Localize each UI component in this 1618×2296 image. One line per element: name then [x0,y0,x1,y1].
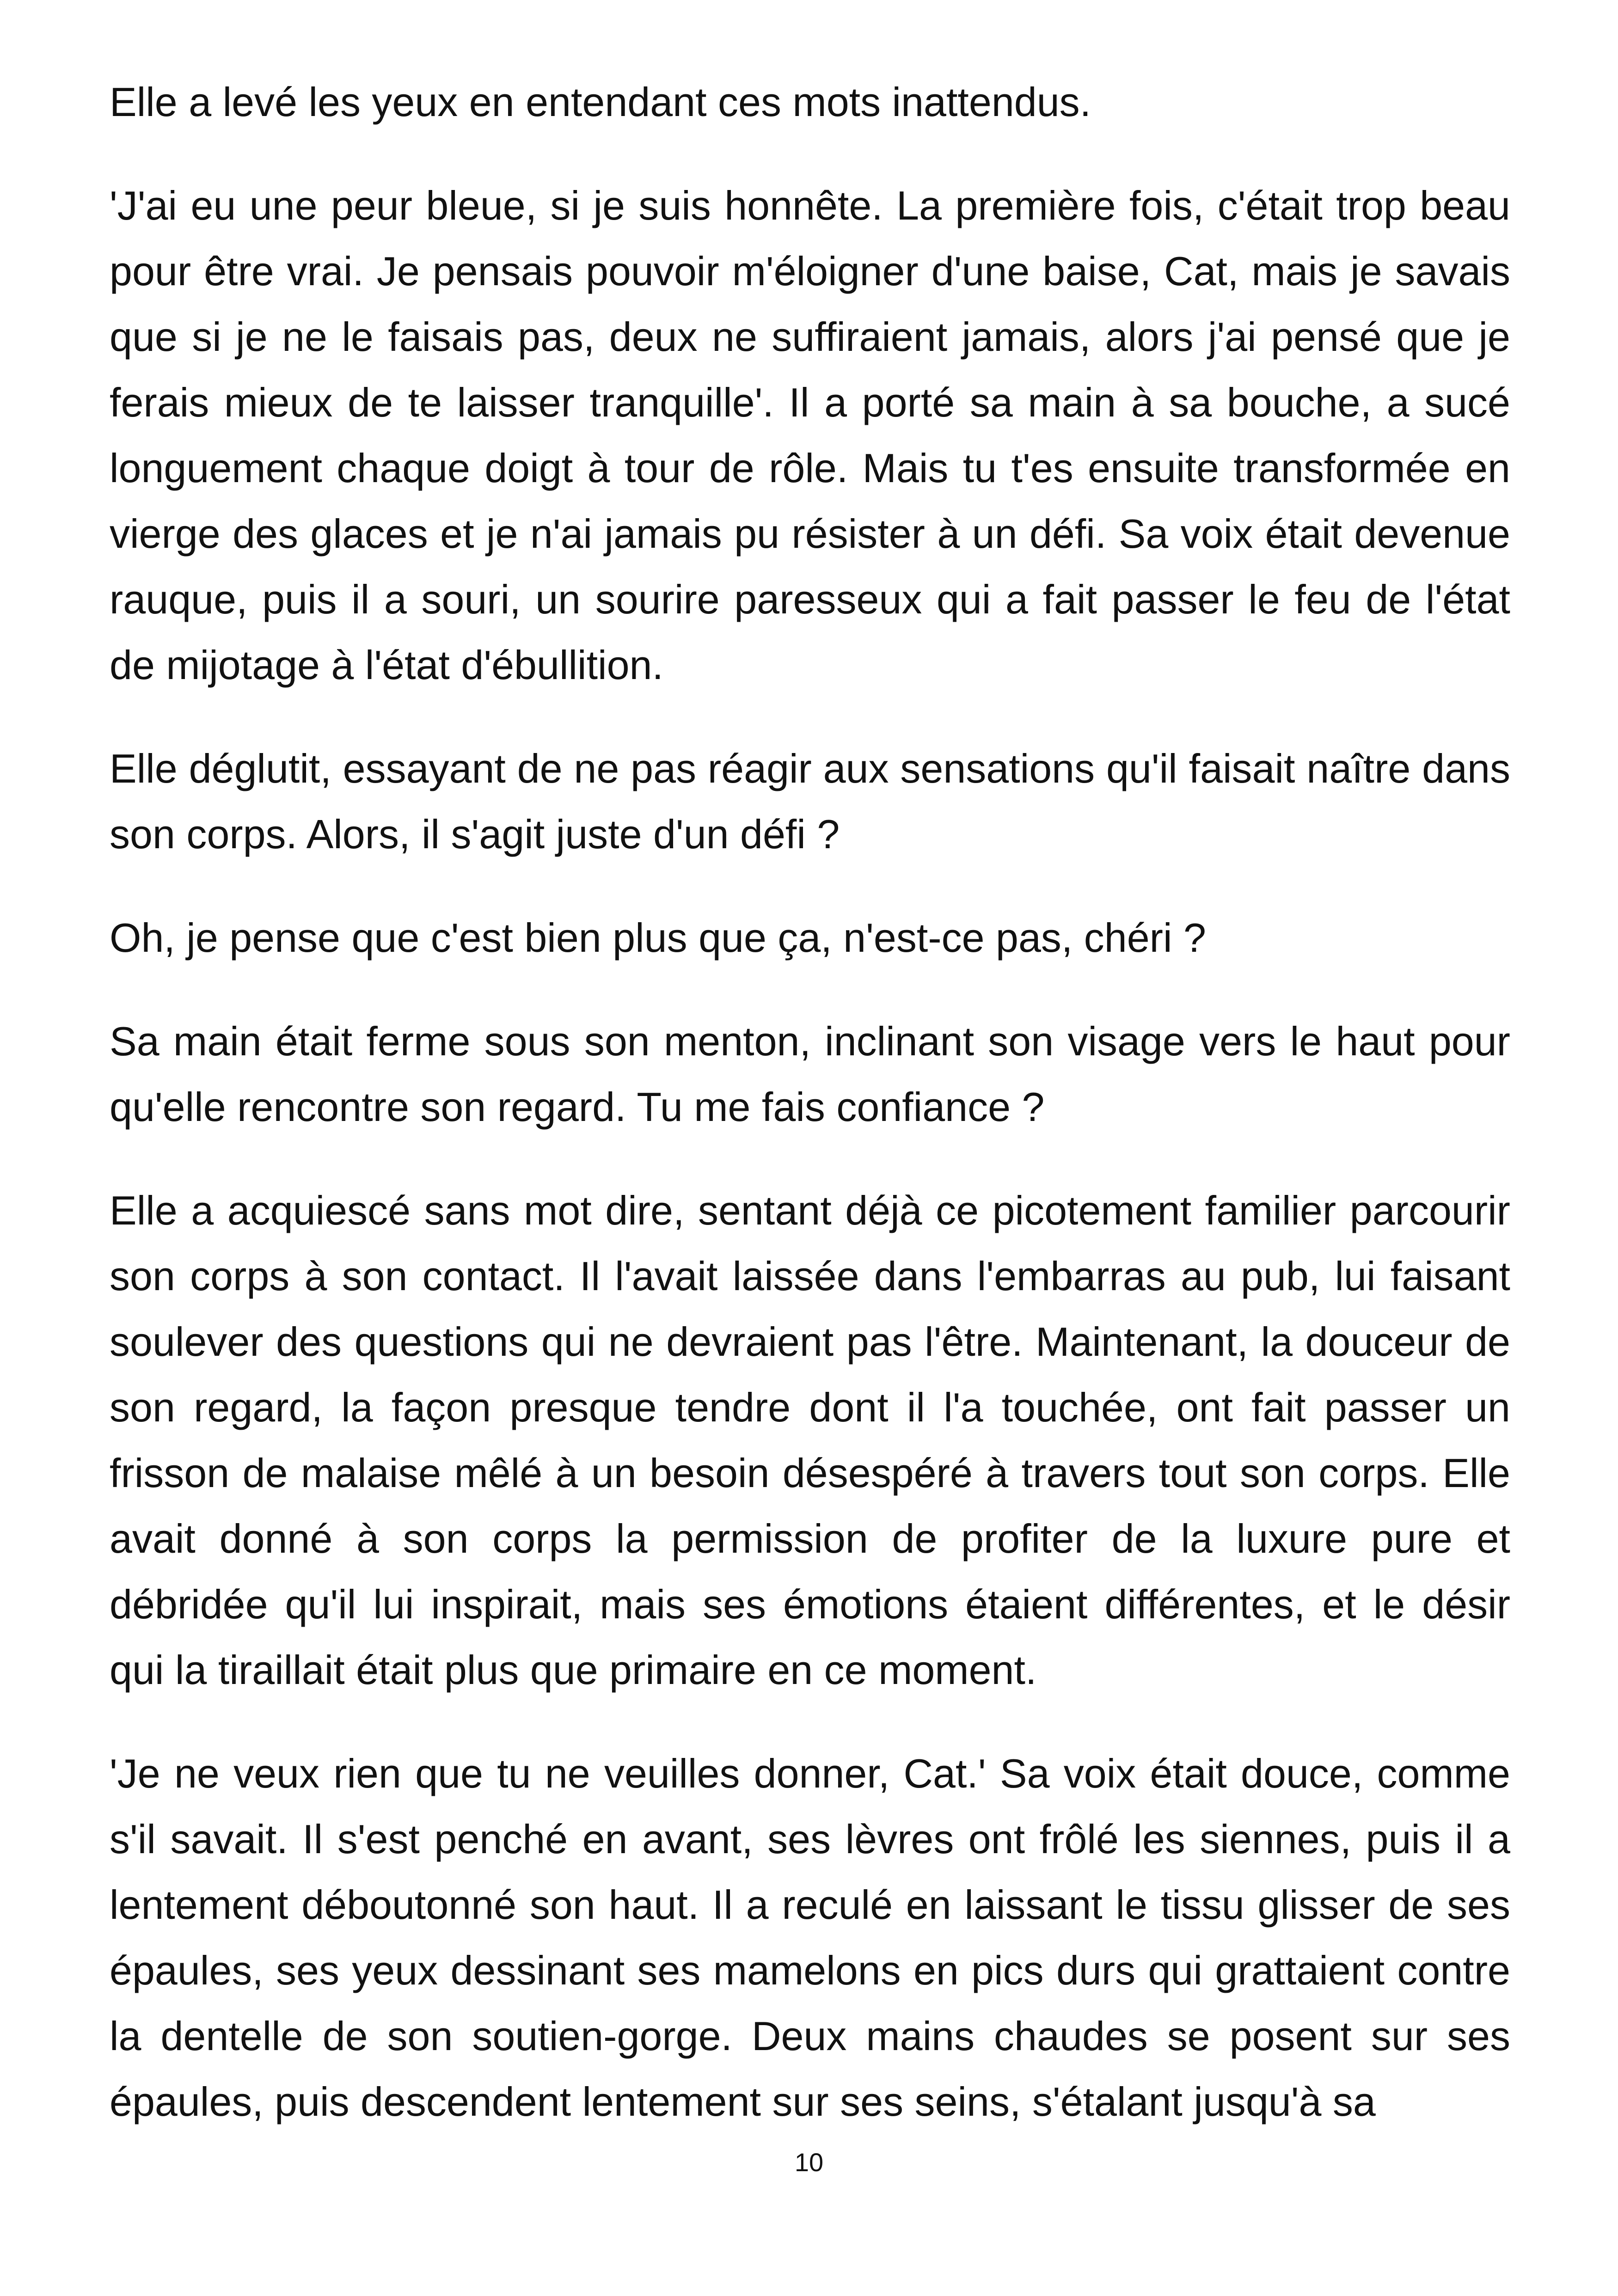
paragraph-7: 'Je ne veux rien que tu ne veuilles donner, Cat.' Sa voix était douce, comme s'il savait. Il s'est penché en avant, ses lèvres ont frôlé les siennes, puis il a lentement déboutonné son haut. Il a reculé en laissant le tissu glisser de ses épaules, ses yeux dessinant ses mamelons en pics durs qui grattaient contre la dentelle de son soutien-gorge. Deux mains chaudes se posent sur ses épaules, puis descendent lentement sur ses seins, s'étalant jusqu'à sa [110,1751,1510,2125]
paragraph-2: 'J'ai eu une peur bleue, si je suis honnête. La première fois, c'était trop beau pour être vrai. Je pensais pouvoir m'éloigner d'une baise, Cat, mais je savais que si je ne le faisais pas, deux ne suffiraient jamais, alors j'ai pensé que je ferais mieux de te laisser tranquille'. Il a porté sa main à sa bouche, a sucé longuement chaque doigt à tour de rôle. Mais tu t'es ensuite transformée en vierge des glaces et je n'ai jamais pu résister à un défi. Sa voix était devenue rauque, puis il a souri, un sourire paresseux qui a fait passer le feu de l'état de mijotage à l'état d'ébullition. [110,183,1510,688]
paragraph-1: Elle a levé les yeux en entendant ces mots inattendus. [110,79,1091,125]
page-number: 10 [794,2148,824,2177]
paragraph-6: Elle a acquiescé sans mot dire, sentant déjà ce picotement familier parcourir son corps à son contact. Il l'avait laissée dans l'embarras au pub, lui faisant soulever des questions qui ne devraient pas l'être. Maintenant, la douceur de son regard, la façon presque tendre dont il l'a touchée, ont fait passer un frisson de malaise mêlé à un besoin désespéré à travers tout son corps. Elle avait donné à son corps la permission de profiter de la luxure pure et débridée qu'il lui inspirait, mais ses émotions étaient différentes, et le désir qui la tiraillait était plus que primaire en ce moment. [110,1188,1510,1693]
body-text [110,69,1510,2173]
paragraph-3: Elle déglutit, essayant de ne pas réagir aux sensations qu'il faisait naître dans son corps. Alors, il s'agit juste d'un défi ? [110,746,1510,857]
paragraph-4: Oh, je pense que c'est bien plus que ça, n'est-ce pas, chéri ? [110,915,1206,961]
paragraph-5: Sa main était ferme sous son menton, inclinant son visage vers le haut pour qu'elle rencontre son regard. Tu me fais confiance ? [110,1018,1510,1130]
